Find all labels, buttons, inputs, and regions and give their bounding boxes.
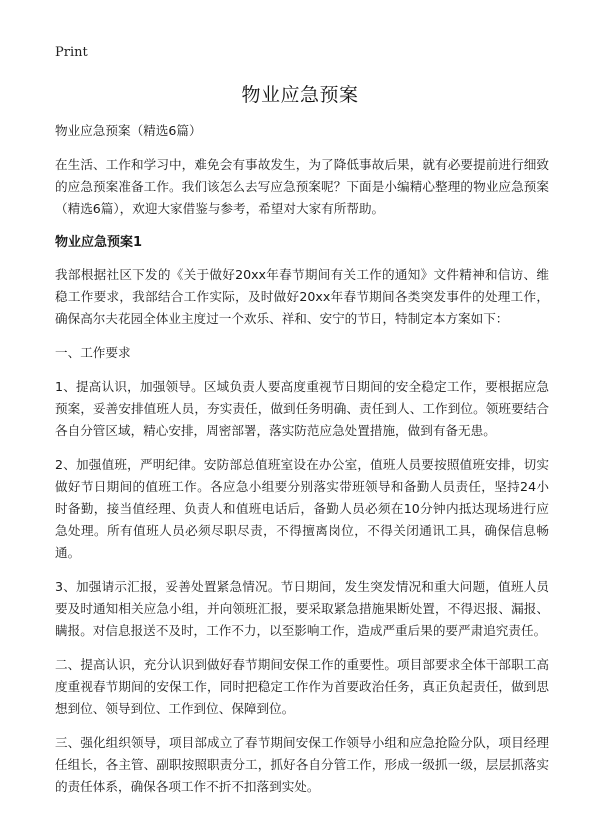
section-heading: 物业应急预案1 (55, 235, 143, 250)
body-paragraph: 一、工作要求 (55, 345, 131, 360)
body-paragraph: 2、加强值班，严明纪律。安防部总值班室设在办公室，值班人员要按照值班安排，切实做好节日期间的值班工作。各应急小组要分别落实带班领导和备勤人员责任，坚持24小时备勤，接当值经理、负责人和值班电话后，备勤人员必须在10分钟内抵达现场进行应急处理。所有值班人员必须尽职尽责，不得擅离岗位，不得关闭通讯工具，确保信息畅通。 (55, 457, 549, 560)
document-body (55, 120, 549, 810)
print-link[interactable]: Print (55, 45, 88, 60)
page-title: 物业应急预案 (241, 84, 359, 106)
body-paragraph: 我部根据社区下发的《关于做好20xx年春节期间有关工作的通知》文件精神和信访、维稳工作要求，我部结合工作实际，及时做好20xx年春节期间各类突发事件的处理工作，确保高尔夫花园全体业主度过一个欢乐、祥和、安宁的节日，特制定本方案如下： (55, 267, 549, 326)
body-paragraph: 1、提高认识，加强领导。区域负责人要高度重视节日期间的安全稳定工作，要根据应急预案，妥善安排值班人员，夯实责任，做到任务明确、责任到人、工作到位。领班要结合各自分管区域，精心安排，周密部署，落实防范应急处置措施，做到有备无患。 (55, 379, 549, 438)
body-paragraph: 三、强化组织领导，项目部成立了春节期间安保工作领导小组和应急抢险分队，项目经理任组长，各主管、副职按照职责分工，抓好各自分管工作，形成一级抓一级，层层抓落实的责任体系，确保各项工作不折不扣落到实处。 (55, 735, 549, 794)
document-subtitle: 物业应急预案（精选6篇） (55, 123, 202, 138)
body-paragraph: 二、提高认识，充分认识到做好春节期间安保工作的重要性。项目部要求全体干部职工高度重视春节期间的安保工作，同时把稳定工作作为首要政治任务，真正负起责任，做到思想到位、领导到位、工作到位、保障到位。 (55, 657, 549, 716)
body-paragraph: 3、加强请示汇报，妥善处置紧急情况。节日期间，发生突发情况和重大问题，值班人员要及时通知相关应急小组，并向领班汇报，要采取紧急措施果断处置，不得迟报、漏报、瞒报。对信息报送不及时，工作不力，以至影响工作，造成严重后果的要严肃追究责任。 (55, 579, 549, 638)
intro-paragraph: 在生活、工作和学习中，难免会有事故发生，为了降低事故后果，就有必要提前进行细致的应急预案准备工作。我们该怎么去写应急预案呢？下面是小编精心整理的物业应急预案（精选6篇），欢迎大家借鉴与参考，希望对大家有所帮助。 (55, 157, 549, 216)
